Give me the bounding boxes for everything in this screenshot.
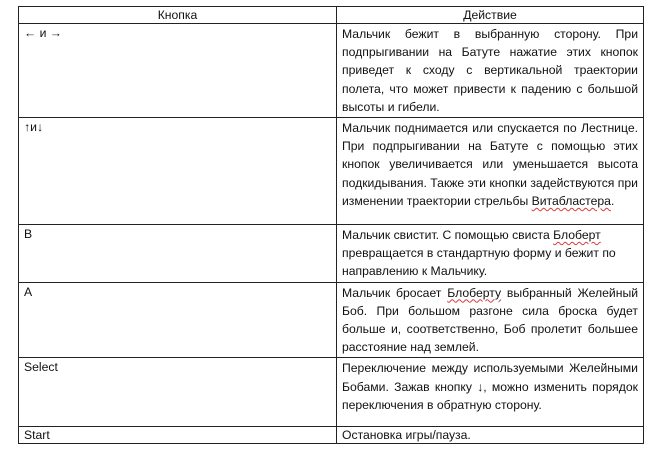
action-text: Мальчик свистит. С помощью свиста xyxy=(342,228,554,243)
button-cell: A xyxy=(19,282,337,358)
action-text: . xyxy=(610,193,615,208)
action-cell: Мальчик бежит в выбранную сторону. При подпрыгивании на Батуте нажатие этих кнопок приведет к сходу с вертикальной траектории полета, что может привести к падению с большой высоты и гибели. xyxy=(337,24,644,118)
action-cell: Остановка игры/пауза. xyxy=(337,427,644,444)
action-cell xyxy=(337,225,644,283)
spellcheck-word: Блоберт xyxy=(553,228,601,243)
table-row xyxy=(19,282,644,358)
button-cell: Select xyxy=(19,358,337,427)
button-cell: Start xyxy=(19,427,337,444)
spellcheck-word: Блоберту xyxy=(447,285,502,300)
spellcheck-word: Витабластера xyxy=(531,193,611,208)
controls-table xyxy=(18,6,644,444)
header-button: Кнопка xyxy=(19,7,337,24)
table-row xyxy=(19,427,644,444)
action-cell xyxy=(337,118,644,225)
table-row xyxy=(19,358,644,427)
table-header-row xyxy=(19,7,644,24)
action-cell: Переключение между используемыми Желейными Бобами. Зажав кнопку ↓, можно изменить порядок переключения в обратную сторону. xyxy=(337,358,644,427)
button-cell: ← и → xyxy=(19,24,337,118)
header-action: Действие xyxy=(337,7,644,24)
table-row xyxy=(19,24,644,118)
button-cell: ↑и↓ xyxy=(19,118,337,225)
action-text: Мальчик поднимается или спускается по Лестнице. При подпрыгивании на Батуте с помощью этих кнопок увеличивается или уменьшается высота подкидывания. Также эти кнопки задействуются при изменении траектории стрельбы xyxy=(342,121,638,208)
action-text: Мальчик бросает xyxy=(342,285,448,300)
table-row xyxy=(19,225,644,283)
button-cell: B xyxy=(19,225,337,283)
action-text: выбранный Желейный Боб. При большом разгоне сила броска будет больше и, соответственно, Боб пролетит большее расстояние над землей. xyxy=(342,285,639,355)
action-text: превращается в стандартную форму и бежит по направлению к Мальчику. xyxy=(342,246,616,279)
action-cell xyxy=(337,282,644,358)
table-row xyxy=(19,118,644,225)
